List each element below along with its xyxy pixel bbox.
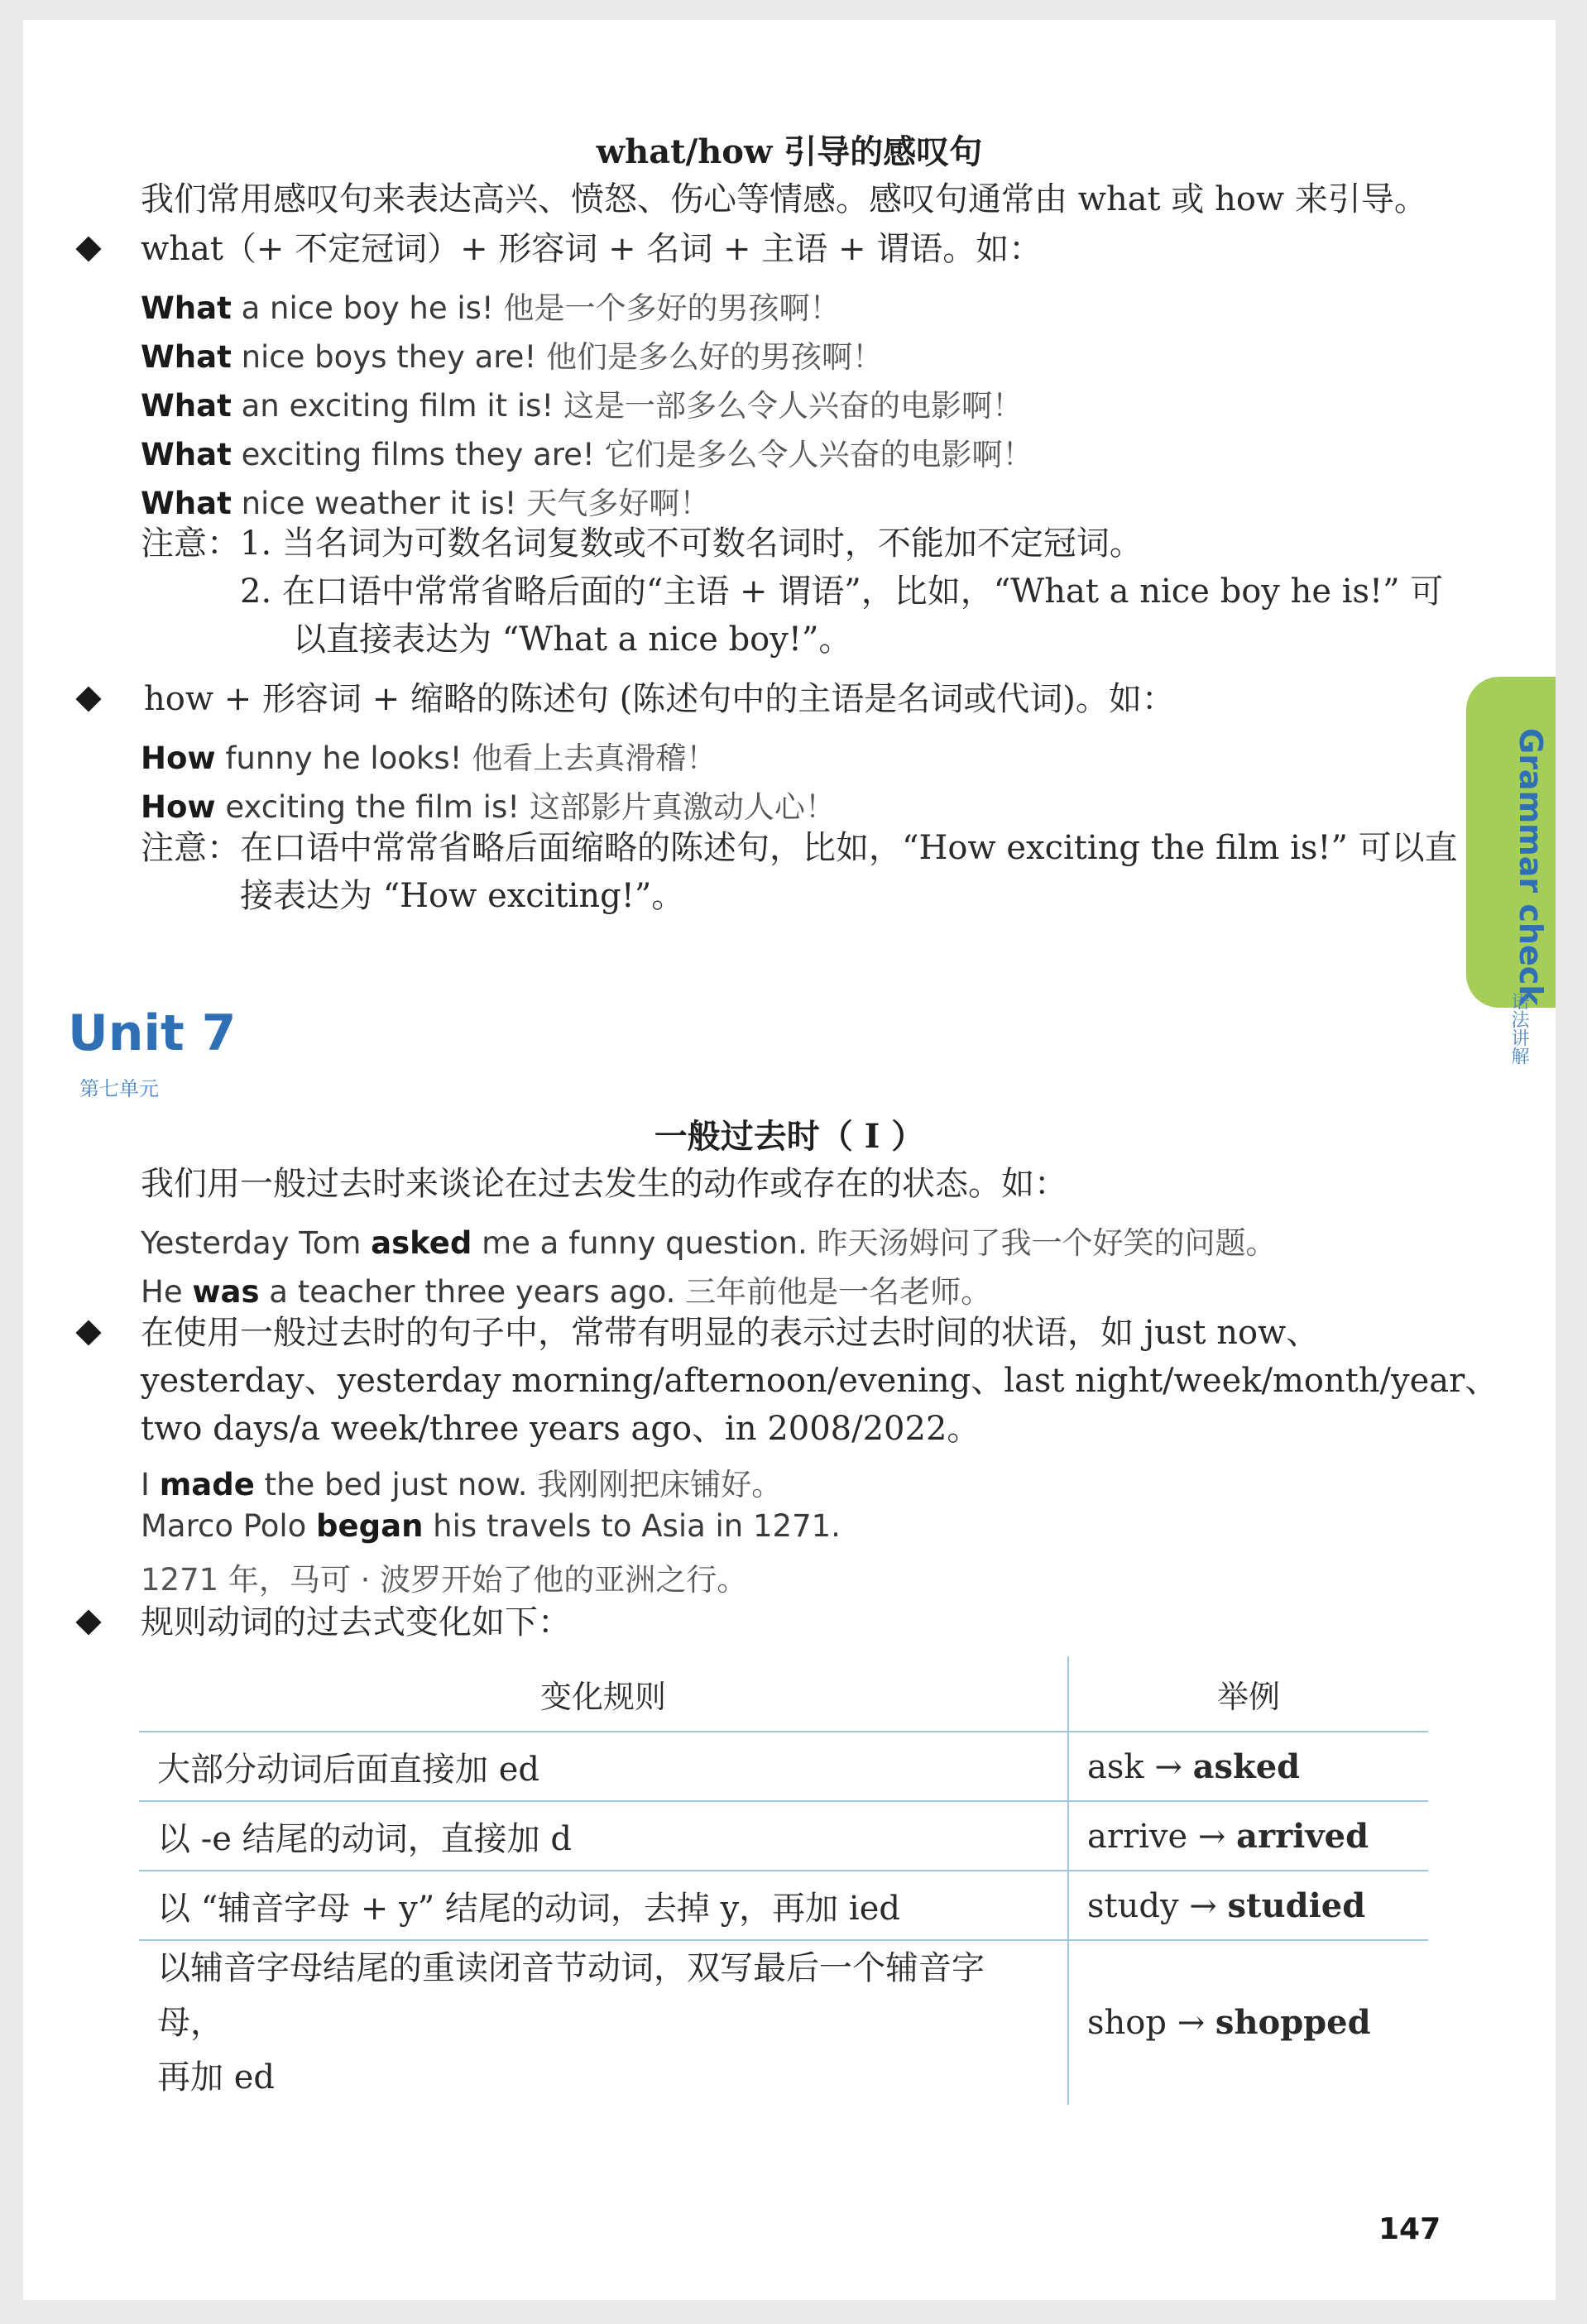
rule-cell: 大部分动词后面直接加 ed xyxy=(139,1732,1068,1801)
intro-paragraph: 我们用一般过去时来谈论在过去发生的动作或存在的状态。如： xyxy=(141,1165,1067,1203)
table-row xyxy=(139,1732,1428,1801)
example-sentence: Marco Polo began his travels to Asia in 1271. xyxy=(141,1508,841,1544)
example-sentence: What a nice boy he is! 他是一个多好的男孩啊！ xyxy=(141,290,841,326)
table-intro: 规则动词的过去式变化如下： xyxy=(141,1603,571,1641)
what-rule: what（+ 不定冠词）+ 形容词 + 名词 + 主语 + 谓语。如： xyxy=(141,230,1043,268)
example-sentence: How exciting the film is! 这部影片真激动人心！ xyxy=(141,789,836,825)
textbook-page xyxy=(23,20,1556,2300)
example-sentence: I made the bed just now. 我刚刚把床铺好。 xyxy=(141,1467,783,1502)
how-rule: how + 形容词 + 缩略的陈述句 (陈述句中的主语是名词或代词)。如： xyxy=(144,680,1175,718)
diamond-bullet-icon xyxy=(75,686,101,712)
note-2: 2. 在口语中常常省略后面的“主语 + 谓语”，比如，“What a nice boy he is!” 可 xyxy=(240,573,1444,611)
example-sentence: How funny he looks! 他看上去真滑稽！ xyxy=(141,740,717,776)
side-tab-sublabel: 语法讲解 xyxy=(1508,992,1529,1065)
table-row xyxy=(139,1871,1428,1940)
diamond-bullet-icon xyxy=(75,1320,101,1345)
example-sentence: What exciting films they are! 它们是多么令人兴奋的电影啊！ xyxy=(141,437,1033,472)
note-3: 在口语中常常省略后面缩略的陈述句，比如，“How exciting the film is!” 可以直 xyxy=(240,829,1458,867)
table-row xyxy=(139,1940,1428,2105)
intro-paragraph: 我们常用感叹句来表达高兴、愤怒、伤心等情感。感叹句通常由 what 或 how 来引导。 xyxy=(141,180,1427,218)
side-tab-label: Grammar check xyxy=(1513,728,1549,1006)
unit-subheading: 第七单元 xyxy=(79,1077,159,1100)
note-label: 注意： xyxy=(141,525,240,563)
example-cell: study → studied xyxy=(1068,1871,1428,1940)
table-header-rule: 变化规则 xyxy=(139,1656,1068,1732)
example-cell: ask → asked xyxy=(1068,1732,1428,1801)
section-title-past-tense: 一般过去时（ I ） xyxy=(654,1117,925,1156)
table-header-row xyxy=(139,1656,1428,1732)
example-cell: arrive → arrived xyxy=(1068,1801,1428,1871)
table-header-example: 举例 xyxy=(1068,1656,1428,1732)
adverbial-line: yesterday、yesterday morning/afternoon/evening、last night/week/month/year、 xyxy=(141,1362,1498,1400)
past-tense-rules-table xyxy=(139,1656,1428,2105)
unit-heading: Unit 7 xyxy=(68,1004,237,1062)
diamond-bullet-icon xyxy=(75,236,101,261)
note-2-continued: 以直接表达为 “What a nice boy!”。 xyxy=(293,621,852,659)
example-cell: shop → shopped xyxy=(1068,1940,1428,2105)
adverbial-line: two days/a week/three years ago、in 2008/2022。 xyxy=(141,1410,980,1448)
rule-cell: 以 -e 结尾的动词，直接加 d xyxy=(139,1801,1068,1871)
diamond-bullet-icon xyxy=(75,1609,101,1635)
example-sentence: What nice weather it is! 天气多好啊！ xyxy=(141,486,711,521)
example-translation: 1271 年，马可 · 波罗开始了他的亚洲之行。 xyxy=(141,1562,748,1598)
rule-cell: 以 “辅音字母 + y” 结尾的动词，去掉 y，再加 ied xyxy=(139,1871,1068,1940)
example-sentence: What nice boys they are! 他们是多么好的男孩啊！ xyxy=(141,339,884,375)
section-title-exclamation: what/how 引导的感叹句 xyxy=(596,132,983,171)
table-row xyxy=(139,1801,1428,1871)
example-sentence: What an exciting film it is! 这是一部多么令人兴奋的电影啊！ xyxy=(141,388,1024,424)
example-sentence: Yesterday Tom asked me a funny question. 昨天汤姆问了我一个好笑的问题。 xyxy=(141,1225,1277,1261)
page-number: 147 xyxy=(1378,2212,1441,2246)
note-1: 1. 当名词为可数名词复数或不可数名词时，不能加不定冠词。 xyxy=(240,525,1143,563)
note-3-continued: 接表达为 “How exciting!”。 xyxy=(240,877,685,915)
example-sentence: He was a teacher three years ago. 三年前他是一名老师。 xyxy=(141,1274,992,1310)
rule-cell: 以辅音字母结尾的重读闭音节动词，双写最后一个辅音字母， 再加 ed xyxy=(157,1949,985,2096)
adverbial-line: 在使用一般过去时的句子中，常带有明显的表示过去时间的状语，如 just now、 xyxy=(141,1314,1320,1352)
note-label: 注意： xyxy=(141,829,240,867)
